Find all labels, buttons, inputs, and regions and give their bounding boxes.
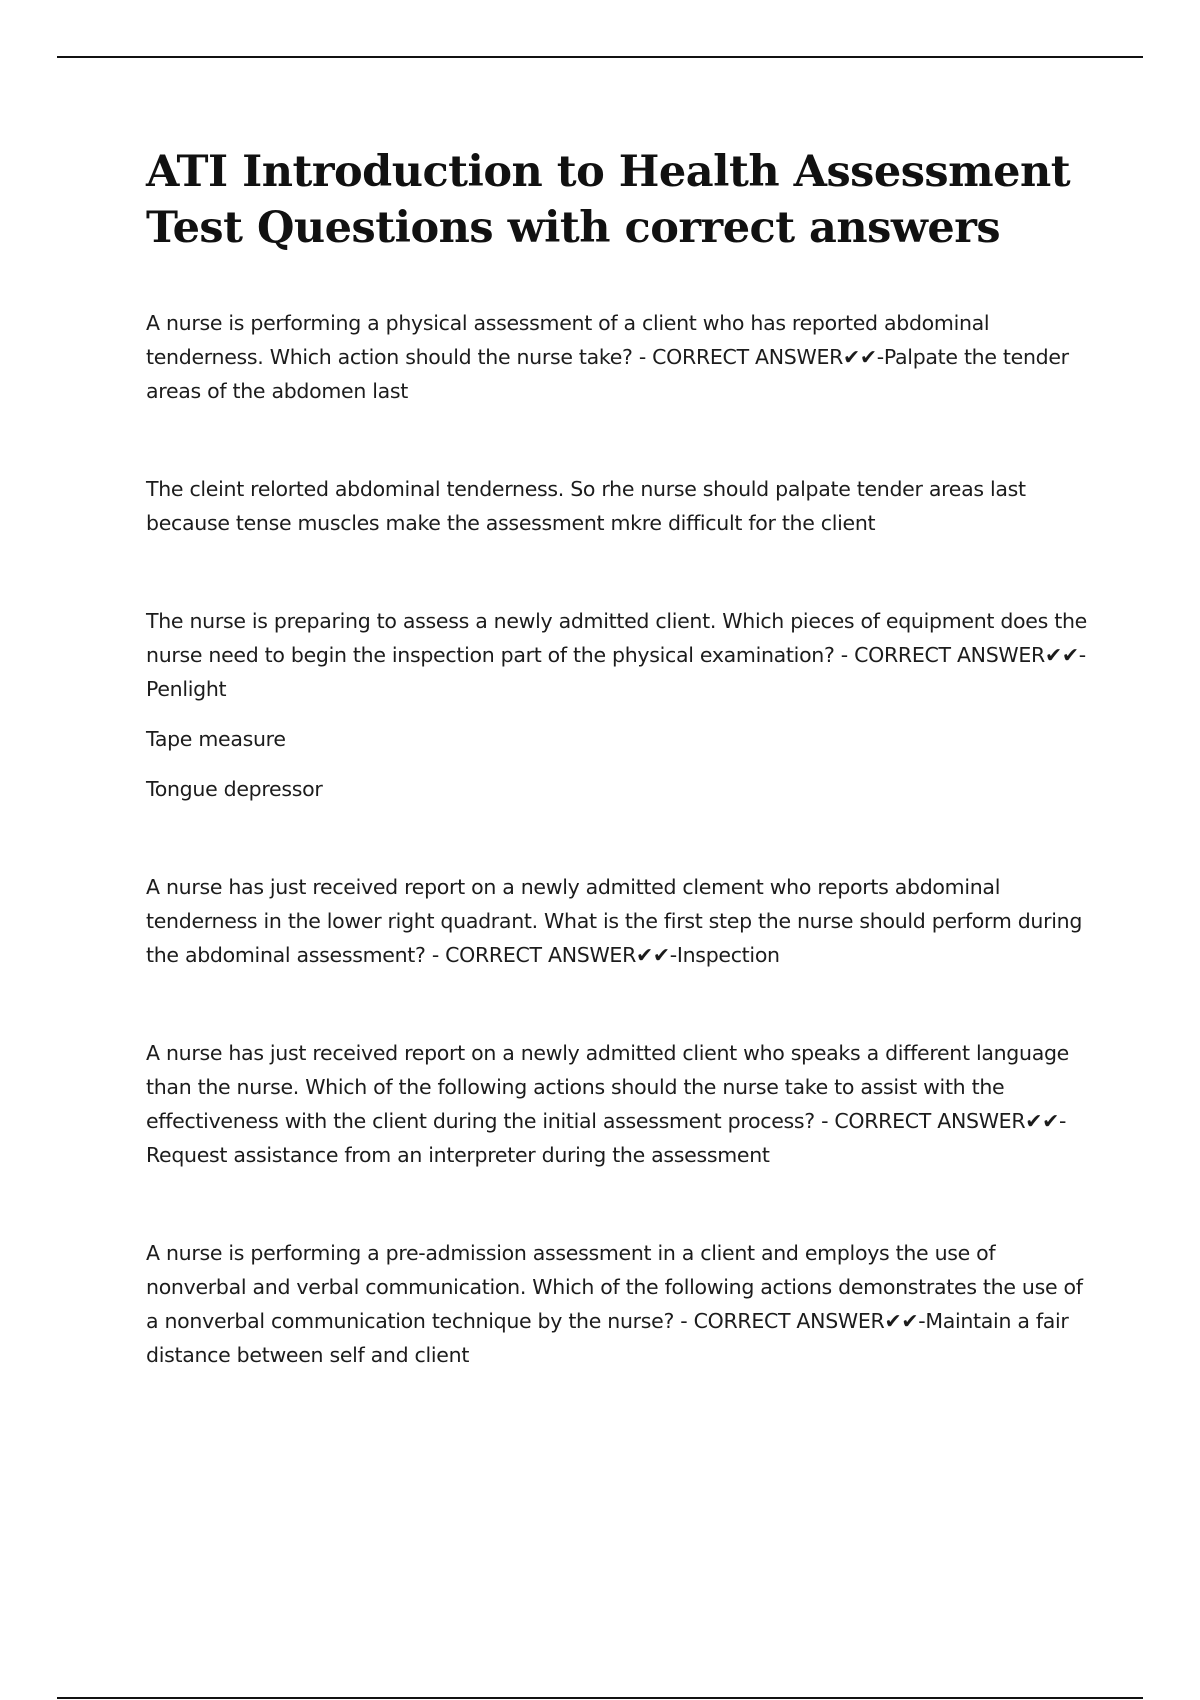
document-title: ATI Introduction to Health Assessment Test Questions with correct answers [146,147,1071,253]
question-3: A nurse has just received report on a newly admitted clement who reports abdominal tenderness in the lower right quadrant. What is the first step the nurse should perform during the abdominal assessment? - CORRECT ANSWER✔✔-Inspection [146,875,1083,967]
bottom-rule [57,1697,1143,1699]
question-4: A nurse has just received report on a newly admitted client who speaks a different language than the nurse. Which of the following actions should the nurse take to assist with the effectiveness with the client during the initial assessment process? - CORRECT ANSWER✔✔-Request assistance from an interpreter during the assessment [146,1041,1069,1167]
top-rule [57,56,1143,58]
rationale-1: The cleint relorted abdominal tenderness. So rhe nurse should palpate tender areas last because tense muscles make the assessment mkre difficult for the client [146,477,1026,535]
question-1: A nurse is performing a physical assessment of a client who has reported abdominal tenderness. Which action should the nurse take? - CORRECT ANSWER✔✔-Palpate the tender areas of the abdomen last [146,311,1069,403]
question-2: The nurse is preparing to assess a newly admitted client. Which pieces of equipment does the nurse need to begin the inspection part of the physical examination? - CORRECT ANSWER✔✔-Penlight [146,609,1087,701]
answer-item-tongue-depressor: Tongue depressor [146,777,323,801]
question-5: A nurse is performing a pre-admission assessment in a client and employs the use of nonverbal and verbal communication. Which of the following actions demonstrates the use of a nonverbal communication technique by the nurse? - CORRECT ANSWER✔✔-Maintain a fair distance between self and client [146,1241,1083,1367]
document-body [146,144,1096,1436]
answer-item-tape-measure: Tape measure [146,727,286,751]
